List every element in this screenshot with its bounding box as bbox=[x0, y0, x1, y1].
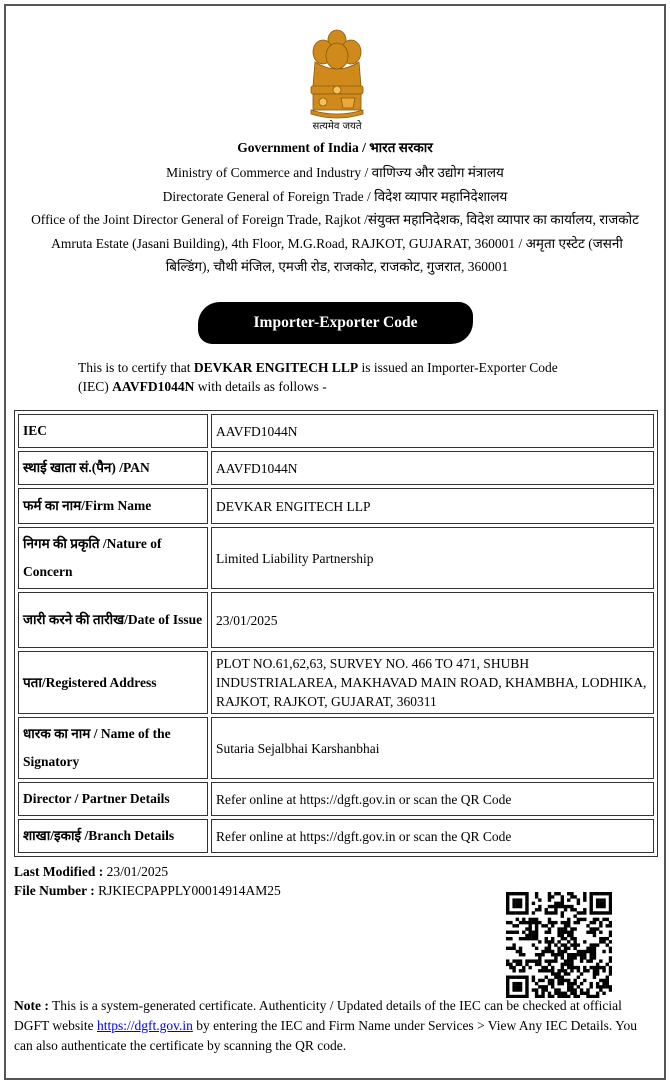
intro-mid: is issued an Importer-Exporter Code (IEC) bbox=[78, 360, 558, 394]
table-row bbox=[18, 414, 654, 448]
table-row bbox=[18, 819, 654, 853]
last-modified-label: Last Modified : bbox=[14, 864, 104, 879]
row-label: धारक का नाम / Name of the Signatory bbox=[18, 717, 208, 779]
row-value: Sutaria Sejalbhai Karshanbhai bbox=[211, 717, 654, 779]
row-value: 23/01/2025 bbox=[211, 592, 654, 648]
table-row bbox=[18, 717, 654, 779]
ministry-name: Ministry of Commerce and Industry / वाणिज्य और उद्योग मंत्रालय bbox=[166, 165, 504, 180]
table-row bbox=[18, 592, 654, 648]
row-value: Refer online at https://dgft.gov.in or scan the QR Code bbox=[211, 819, 654, 853]
row-value: PLOT NO.61,62,63, SURVEY NO. 466 TO 471, SHUBH INDUSTRIALAREA, MAKHAVAD MAIN ROAD, KHAMBHA, LODHIKA, RAJKOT, RAJKOT, GUJARAT, 360311 bbox=[211, 651, 654, 714]
row-label: Director / Partner Details bbox=[18, 782, 208, 816]
table-row bbox=[18, 488, 654, 524]
intro-suffix: with details as follows - bbox=[194, 379, 327, 394]
note-label: Note : bbox=[14, 998, 49, 1013]
certificate-note bbox=[14, 996, 644, 1056]
row-label: स्थाई खाता सं.(पैन) /PAN bbox=[18, 451, 208, 485]
office-address-line2: बिल्डिंग), चौथी मंजिल, एमजी रोड, राजकोट, राजकोट, गुजरात, 360001 bbox=[165, 259, 509, 274]
row-value: AAVFD1044N bbox=[211, 414, 654, 448]
iec-details-table bbox=[14, 410, 658, 857]
row-label: जारी करने की तारीख/Date of Issue bbox=[18, 592, 208, 648]
intro-prefix: This is to certify that bbox=[78, 360, 194, 375]
national-emblem-icon bbox=[297, 26, 377, 134]
row-value: Limited Liability Partnership bbox=[211, 527, 654, 589]
file-number-label: File Number : bbox=[14, 883, 95, 898]
table-row bbox=[18, 451, 654, 485]
certificate-title: Importer-Exporter Code bbox=[198, 302, 473, 344]
row-label: पता/Registered Address bbox=[18, 651, 208, 714]
last-modified-value: 23/01/2025 bbox=[103, 864, 169, 879]
emblem-caption: सत्यमेव जयते bbox=[312, 121, 362, 132]
row-label: शाखा/इकाई /Branch Details bbox=[18, 819, 208, 853]
table-row bbox=[18, 782, 654, 816]
office-address-line1: Amruta Estate (Jasani Building), 4th Floor, M.G.Road, RAJKOT, GUJARAT, 360001 / अमृता एस्टेट (जसनी bbox=[51, 236, 623, 251]
dgft-website-link[interactable]: https://dgft.gov.in bbox=[97, 1018, 193, 1033]
file-number bbox=[14, 881, 281, 900]
row-value: DEVKAR ENGITECH LLP bbox=[211, 488, 654, 524]
firm-name-inline: DEVKAR ENGITECH LLP bbox=[193, 360, 359, 375]
row-value: Refer online at https://dgft.gov.in or scan the QR Code bbox=[211, 782, 654, 816]
government-title: Government of India / भारत सरकार bbox=[237, 140, 433, 155]
row-label: IEC bbox=[18, 414, 208, 448]
office-name: Office of the Joint Director General of Foreign Trade, Rajkot /संयुक्त महानिदेशक, विदेश व्यापार का कार्यालय, राजकोट bbox=[31, 212, 639, 227]
table-row bbox=[18, 527, 654, 589]
qr-code bbox=[506, 892, 612, 998]
certification-statement bbox=[78, 358, 588, 396]
row-value: AAVFD1044N bbox=[211, 451, 654, 485]
last-modified bbox=[14, 862, 168, 881]
table-row bbox=[18, 651, 654, 714]
row-label: निगम की प्रकृति /Nature of Concern bbox=[18, 527, 208, 589]
row-label: फर्म का नाम/Firm Name bbox=[18, 488, 208, 524]
note-text-1: This is a system-generated certificate. Authenticity / Updated details of the IEC can be checked at official DGFT website bbox=[14, 998, 622, 1033]
file-number-value: RJKIECPAPPLY00014914AM25 bbox=[94, 883, 281, 898]
directorate-name: Directorate General of Foreign Trade / विदेश व्यापार महानिदेशालय bbox=[162, 189, 508, 204]
note-text-2: by entering the IEC and Firm Name under Services > View Any IEC Details. You can also authenticate the certificate by scanning the QR code. bbox=[14, 1018, 637, 1053]
iec-code-inline: AAVFD1044N bbox=[112, 379, 195, 394]
